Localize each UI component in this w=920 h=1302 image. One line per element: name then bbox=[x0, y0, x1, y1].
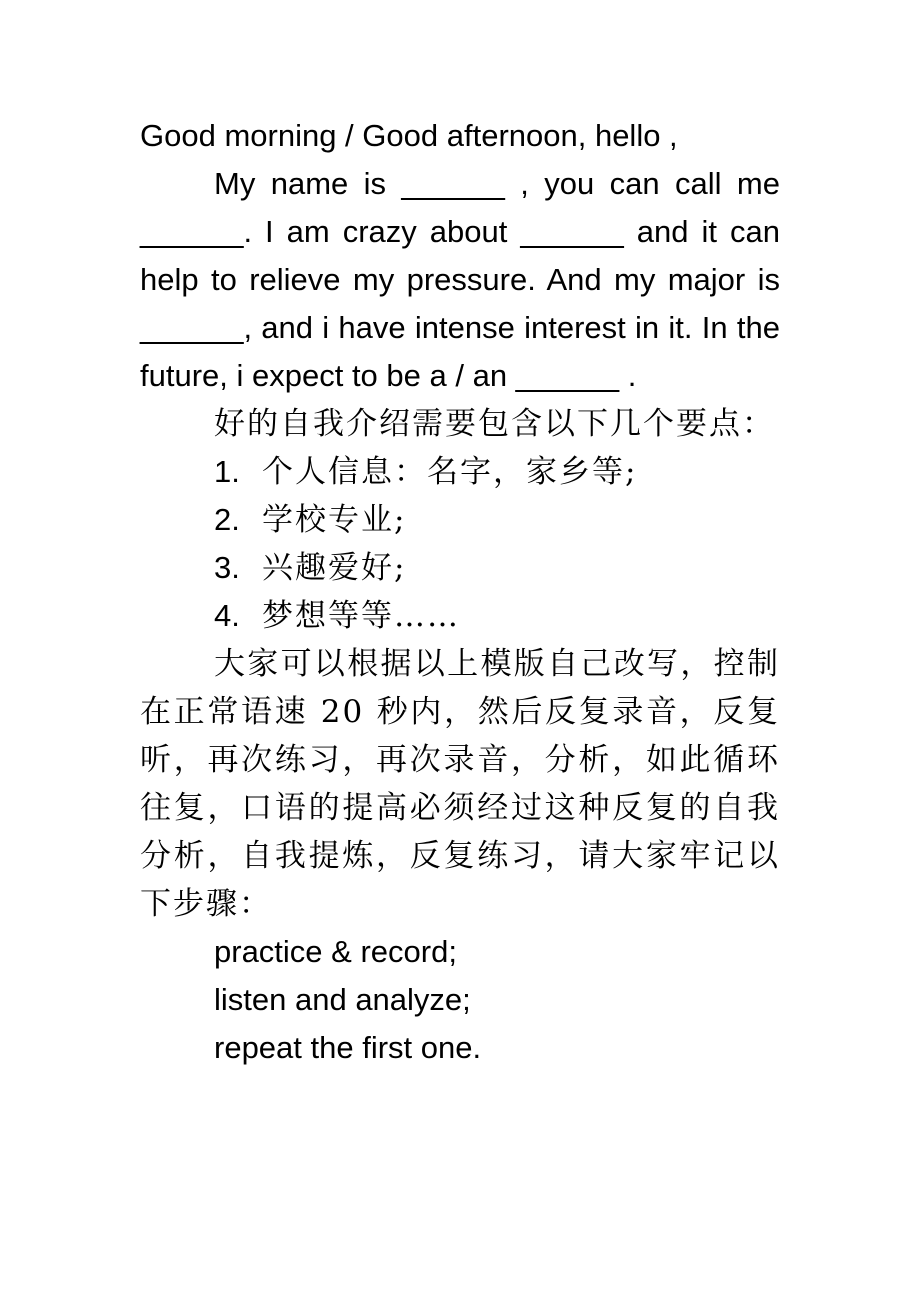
list-item-text: 梦想等等…… bbox=[262, 598, 460, 634]
list-item-text: 个人信息：名字，家乡等; bbox=[262, 454, 638, 490]
points-list bbox=[140, 448, 780, 640]
list-item bbox=[140, 544, 780, 592]
list-item-text: 兴趣爱好; bbox=[262, 550, 407, 586]
greeting-line: Good morning / Good afternoon, hello , bbox=[140, 118, 678, 153]
advice-paragraph: 大家可以根据以上模版自己改写，控制在正常语速 20 秒内，然后反复录音，反复听，再次练习，再次录音，分析，如此循环往复，口语的提高必须经过这种反复的自我分析，自我提炼，反复练习，请大家牢记以下步骤： bbox=[140, 646, 780, 922]
step-item: practice & record; bbox=[214, 934, 457, 969]
list-item-text: 学校专业; bbox=[262, 502, 407, 538]
self-intro-template-paragraph: My name is ______ , you can call me ______. I am crazy about ______ and it can help to relieve my pressure. And my major is ______, and i have intense interest in it. In the future, i expect to be a / an ______ . bbox=[140, 166, 780, 393]
list-item bbox=[140, 448, 780, 496]
step-item: listen and analyze; bbox=[214, 982, 471, 1017]
steps-list bbox=[140, 928, 780, 1072]
list-item-number: 1. bbox=[214, 454, 240, 489]
list-item bbox=[140, 496, 780, 544]
document-page bbox=[140, 112, 780, 1072]
list-item-number: 2. bbox=[214, 502, 240, 537]
list-item-number: 4. bbox=[214, 598, 240, 633]
list-item-number: 3. bbox=[214, 550, 240, 585]
list-item bbox=[140, 592, 780, 640]
points-intro-paragraph: 好的自我介绍需要包含以下几个要点： bbox=[214, 406, 775, 442]
step-item: repeat the first one. bbox=[214, 1030, 482, 1065]
